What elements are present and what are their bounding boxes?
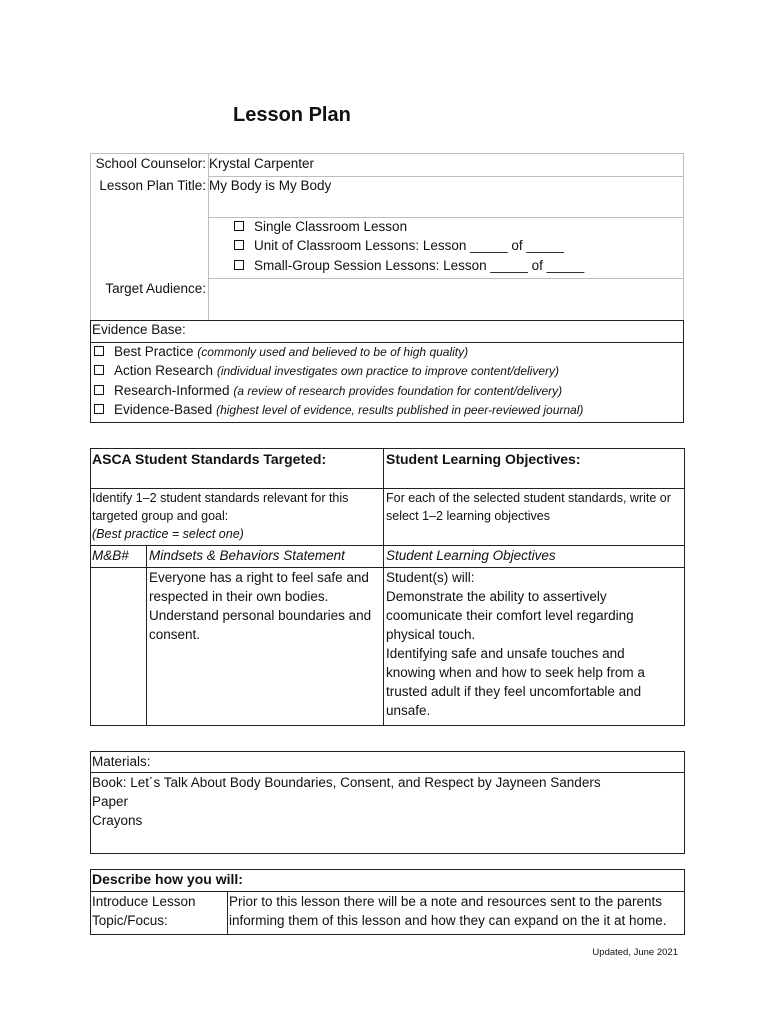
objectives-label: Student Learning Objectives xyxy=(386,548,556,563)
describe-header: Describe how you will: xyxy=(92,871,243,887)
materials-list: Book: Let´s Talk About Body Boundaries, Consent, and Respect by Jayneen Sanders Paper Crayons xyxy=(92,775,601,828)
mb-number-label: M&B# xyxy=(92,548,129,563)
counselor-value: Krystal Carpenter xyxy=(209,156,315,171)
lesson-type-small-group: Small-Group Session Lessons: Lesson _____ of _____ xyxy=(254,258,585,273)
statement-label: Mindsets & Behaviors Statement xyxy=(149,548,345,563)
lesson-type-single: Single Classroom Lesson xyxy=(254,219,408,234)
counselor-label: School Counselor: xyxy=(95,156,206,171)
objectives-header: Student Learning Objectives: xyxy=(386,451,581,467)
materials-table xyxy=(90,751,685,854)
audience-label: Target Audience: xyxy=(105,281,206,296)
describe-table xyxy=(90,869,685,935)
checkbox-icon[interactable] xyxy=(94,346,104,356)
lesson-info-table xyxy=(90,153,684,423)
objectives-text: Student(s) will: Demonstrate the ability to assertively coomunicate their comfort level regarding physical touch. Identifying safe and unsafe touches and knowing when and how to seek help from a trusted adult if they feel uncomfortable and unsafe. xyxy=(386,570,645,718)
evidence-item: Action Research (individual investigates own practice to improve content/delivery) xyxy=(114,363,559,378)
introduce-text: Prior to this lesson there will be a note and resources sent to the parents informing them of this lesson and how they can expand on the it at home. xyxy=(229,894,667,928)
updated-footer: Updated, June 2021 xyxy=(592,947,678,958)
evidence-item: Research-Informed (a review of research provides foundation for content/delivery) xyxy=(114,383,563,398)
standards-header: ASCA Student Standards Targeted: xyxy=(92,451,327,467)
checkbox-icon[interactable] xyxy=(94,385,104,395)
evidence-item: Best Practice (commonly used and believed to be of high quality) xyxy=(114,344,469,359)
materials-label: Materials: xyxy=(92,754,151,769)
checkbox-icon[interactable] xyxy=(94,365,104,375)
checkbox-icon[interactable] xyxy=(234,221,244,231)
checkbox-icon[interactable] xyxy=(234,240,244,250)
lesson-type-unit: Unit of Classroom Lessons: Lesson _____ of _____ xyxy=(254,238,564,253)
checkbox-icon[interactable] xyxy=(94,404,104,414)
page-title: Lesson Plan xyxy=(233,104,351,126)
evidence-label: Evidence Base: xyxy=(92,322,186,337)
statement-text: Everyone has a right to feel safe and respected in their own bodies. Understand personal boundaries and consent. xyxy=(149,570,372,642)
plan-title-label: Lesson Plan Title: xyxy=(99,178,206,193)
standards-instructions: Identify 1–2 student standards relevant for this targeted group and goal: (Best practice = select one) xyxy=(92,491,349,541)
evidence-item: Evidence-Based (highest level of evidence, results published in peer-reviewed journal) xyxy=(114,402,584,417)
introduce-label: Introduce Lesson Topic/Focus: xyxy=(92,894,196,928)
plan-title-value: My Body is My Body xyxy=(209,178,332,193)
objectives-instructions: For each of the selected student standards, write or select 1–2 learning objectives xyxy=(386,491,671,523)
checkbox-icon[interactable] xyxy=(234,260,244,270)
standards-table xyxy=(90,448,685,726)
